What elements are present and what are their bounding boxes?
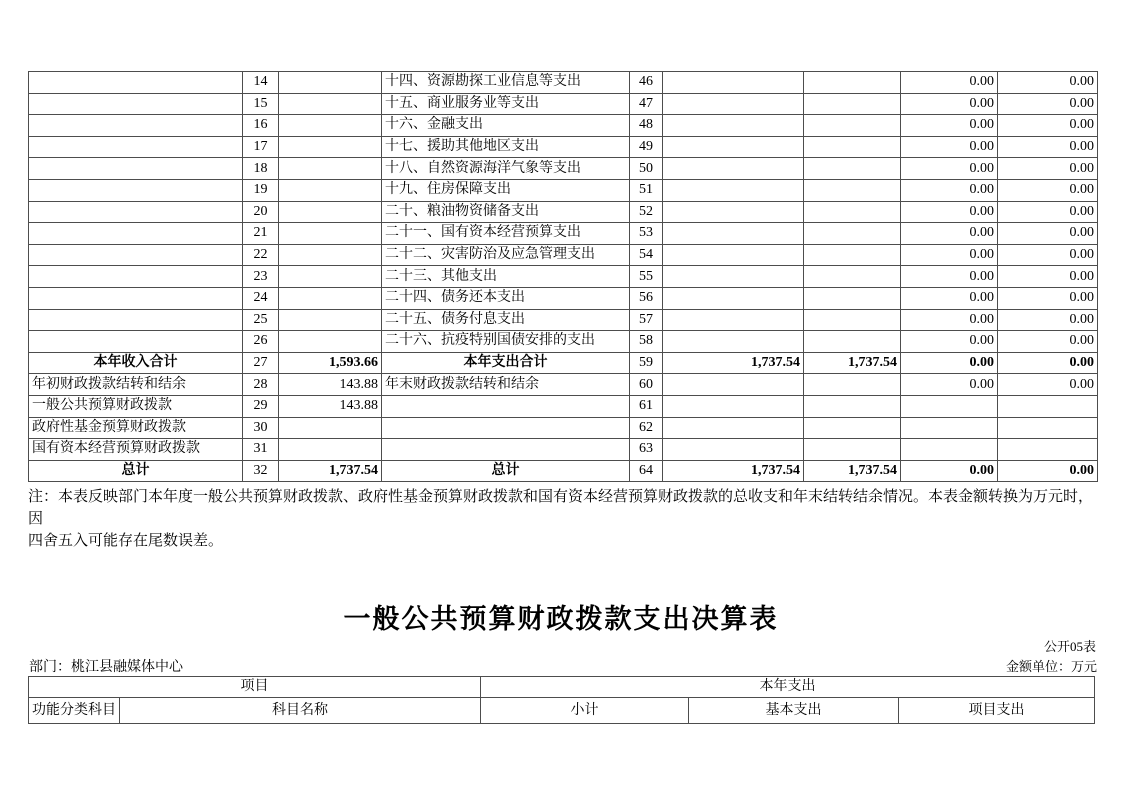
expense-amount-gov-fund: 0.00 [901,244,998,266]
expense-amount-state-capital: 0.00 [998,115,1098,137]
expense-item-label [382,439,630,461]
expense-amount-total [663,287,804,309]
expense-amount-gov-fund: 0.00 [901,115,998,137]
summary-table-row [29,93,1098,115]
expense-item-label: 十八、自然资源海洋气象等支出 [382,158,630,180]
expense-amount-state-capital: 0.00 [998,266,1098,288]
expense-line-number: 48 [630,115,663,137]
expense-line-number: 58 [630,331,663,353]
expense-amount-total [663,179,804,201]
expense-item-label: 十五、商业服务业等支出 [382,93,630,115]
expense-amount-state-capital: 0.00 [998,309,1098,331]
expense-amount-state-capital: 0.00 [998,93,1098,115]
expense-item-label: 十四、资源勘探工业信息等支出 [382,72,630,94]
income-amount [279,223,382,245]
summary-table-row [29,352,1098,374]
expense-amount-general-budget [804,223,901,245]
summary-table-row [29,417,1098,439]
header-basic-expense: 基本支出 [689,698,899,724]
income-item-label [29,223,243,245]
income-line-number: 26 [243,331,279,353]
expense-amount-total: 1,737.54 [663,352,804,374]
expense-amount-total [663,331,804,353]
expense-amount-state-capital: 0.00 [998,352,1098,374]
expense-amount-gov-fund: 0.00 [901,287,998,309]
table-note [28,486,1100,552]
income-line-number: 16 [243,115,279,137]
summary-table-row [29,115,1098,137]
expense-amount-state-capital [998,439,1098,461]
expense-line-number: 51 [630,179,663,201]
expense-amount-general-budget [804,417,901,439]
summary-table-row [29,136,1098,158]
expense-amount-general-budget [804,331,901,353]
income-amount: 143.88 [279,395,382,417]
expense-line-number: 63 [630,439,663,461]
expense-line-number: 64 [630,460,663,482]
income-amount [279,179,382,201]
expense-amount-state-capital: 0.00 [998,136,1098,158]
income-item-label [29,331,243,353]
expense-item-label: 总计 [382,460,630,482]
expense-amount-general-budget [804,72,901,94]
expense-amount-total [663,201,804,223]
expense-amount-general-budget: 1,737.54 [804,352,901,374]
income-item-label [29,244,243,266]
expense-amount-total [663,374,804,396]
summary-table-row [29,179,1098,201]
expense-line-number: 50 [630,158,663,180]
income-amount [279,287,382,309]
expense-line-number: 62 [630,417,663,439]
expense-amount-total [663,93,804,115]
expense-line-number: 61 [630,395,663,417]
expense-line-number: 52 [630,201,663,223]
expense-amount-state-capital: 0.00 [998,72,1098,94]
expense-line-number: 55 [630,266,663,288]
income-line-number: 15 [243,93,279,115]
expenditure-header-row-2 [29,698,1095,724]
expense-amount-general-budget [804,93,901,115]
income-amount [279,158,382,180]
income-item-label: 政府性基金预算财政拨款 [29,417,243,439]
income-amount [279,115,382,137]
summary-table-row [29,331,1098,353]
expense-line-number: 56 [630,287,663,309]
expense-amount-state-capital: 0.00 [998,331,1098,353]
summary-table-row [29,287,1098,309]
expense-amount-state-capital: 0.00 [998,460,1098,482]
summary-table-row [29,72,1098,94]
expense-item-label [382,417,630,439]
expense-amount-total [663,158,804,180]
expense-item-label [382,395,630,417]
expense-amount-general-budget [804,201,901,223]
expense-amount-general-budget [804,439,901,461]
expense-amount-total [663,244,804,266]
expense-amount-gov-fund: 0.00 [901,309,998,331]
summary-table-row [29,374,1098,396]
expenditure-table-header [28,676,1095,724]
expense-amount-total: 1,737.54 [663,460,804,482]
income-amount [279,266,382,288]
income-amount: 1,593.66 [279,352,382,374]
summary-table-row [29,460,1098,482]
expense-amount-gov-fund: 0.00 [901,136,998,158]
income-amount [279,72,382,94]
expense-amount-general-budget [804,158,901,180]
income-amount [279,201,382,223]
income-amount [279,244,382,266]
income-item-label: 年初财政拨款结转和结余 [29,374,243,396]
income-line-number: 23 [243,266,279,288]
income-line-number: 31 [243,439,279,461]
income-line-number: 24 [243,287,279,309]
income-item-label [29,179,243,201]
income-amount: 143.88 [279,374,382,396]
summary-table-row [29,201,1098,223]
income-line-number: 17 [243,136,279,158]
department-label: 部门：桃江县融媒体中心 [29,660,183,675]
expense-amount-gov-fund: 0.00 [901,93,998,115]
income-amount [279,93,382,115]
income-line-number: 32 [243,460,279,482]
expense-amount-general-budget [804,179,901,201]
expense-line-number: 59 [630,352,663,374]
summary-table-row [29,395,1098,417]
expense-item-label: 二十二、灾害防治及应急管理支出 [382,244,630,266]
income-amount: 1,737.54 [279,460,382,482]
note-line-2: 四舍五入可能存在尾数误差。 [28,533,224,549]
expense-amount-general-budget [804,136,901,158]
expense-amount-general-budget [804,309,901,331]
income-amount [279,331,382,353]
budget-summary-table [28,71,1098,482]
header-subject-name: 科目名称 [120,698,481,724]
income-item-label [29,93,243,115]
income-line-number: 29 [243,395,279,417]
table-code-label: 公开05表 [1043,639,1096,654]
expense-amount-gov-fund [901,439,998,461]
expense-amount-state-capital: 0.00 [998,223,1098,245]
expense-amount-state-capital: 0.00 [998,244,1098,266]
expense-amount-general-budget [804,244,901,266]
income-line-number: 20 [243,201,279,223]
expense-item-label: 二十六、抗疫特别国债安排的支出 [382,331,630,353]
unit-label: 金额单位：万元 [1005,659,1097,674]
header-project: 项目 [29,677,481,698]
income-line-number: 27 [243,352,279,374]
income-line-number: 18 [243,158,279,180]
expense-amount-state-capital: 0.00 [998,158,1098,180]
income-line-number: 30 [243,417,279,439]
expense-item-label: 二十四、债务还本支出 [382,287,630,309]
section-title: 一般公共预算财政拨款支出决算表 [343,604,779,634]
expense-line-number: 47 [630,93,663,115]
income-item-label: 国有资本经营预算财政拨款 [29,439,243,461]
expense-amount-general-budget [804,287,901,309]
income-amount [279,417,382,439]
expense-item-label: 十九、住房保障支出 [382,179,630,201]
expense-amount-total [663,115,804,137]
income-item-label [29,266,243,288]
expense-amount-general-budget [804,395,901,417]
income-item-label [29,115,243,137]
expense-amount-state-capital [998,395,1098,417]
expense-line-number: 57 [630,309,663,331]
expense-line-number: 54 [630,244,663,266]
expense-line-number: 49 [630,136,663,158]
summary-table-row [29,158,1098,180]
header-project-expense: 项目支出 [899,698,1095,724]
expense-item-label: 二十三、其他支出 [382,266,630,288]
expense-amount-state-capital [998,417,1098,439]
income-item-label [29,287,243,309]
expense-item-label: 十六、金融支出 [382,115,630,137]
expense-amount-total [663,266,804,288]
expense-line-number: 53 [630,223,663,245]
income-line-number: 14 [243,72,279,94]
income-item-label: 一般公共预算财政拨款 [29,395,243,417]
income-item-label [29,158,243,180]
expense-amount-state-capital: 0.00 [998,179,1098,201]
summary-table-row [29,266,1098,288]
expense-amount-gov-fund: 0.00 [901,460,998,482]
income-amount [279,439,382,461]
income-amount [279,136,382,158]
expense-amount-gov-fund: 0.00 [901,223,998,245]
expense-amount-total [663,439,804,461]
income-item-label: 总计 [29,460,243,482]
expense-amount-general-budget: 1,737.54 [804,460,901,482]
expense-amount-total [663,417,804,439]
expense-amount-gov-fund: 0.00 [901,266,998,288]
expense-amount-general-budget [804,266,901,288]
income-line-number: 22 [243,244,279,266]
expense-amount-total [663,309,804,331]
expense-item-label: 二十一、国有资本经营预算支出 [382,223,630,245]
note-line-1: 注：本表反映部门本年度一般公共预算财政拨款、政府性基金预算财政拨款和国有资本经营预算财政拨款的总收支和年末结转结余情况。本表金额转换为万元时，因 [28,489,1094,527]
income-item-label [29,201,243,223]
expense-amount-gov-fund: 0.00 [901,374,998,396]
summary-table-row [29,244,1098,266]
income-item-label [29,72,243,94]
income-item-label [29,136,243,158]
header-current-year-expense: 本年支出 [481,677,1095,698]
expense-amount-gov-fund: 0.00 [901,201,998,223]
income-item-label [29,309,243,331]
expense-item-label: 十七、援助其他地区支出 [382,136,630,158]
expense-item-label: 二十五、债务付息支出 [382,309,630,331]
header-subtotal: 小计 [481,698,689,724]
income-line-number: 19 [243,179,279,201]
expense-amount-general-budget [804,374,901,396]
expense-amount-state-capital: 0.00 [998,374,1098,396]
expense-amount-gov-fund: 0.00 [901,352,998,374]
expense-amount-gov-fund: 0.00 [901,158,998,180]
expenditure-header-row-1 [29,677,1095,698]
expense-line-number: 60 [630,374,663,396]
expense-amount-gov-fund [901,417,998,439]
income-line-number: 25 [243,309,279,331]
expense-amount-state-capital: 0.00 [998,201,1098,223]
income-item-label: 本年收入合计 [29,352,243,374]
summary-table-row [29,439,1098,461]
income-amount [279,309,382,331]
expense-amount-total [663,223,804,245]
expense-amount-gov-fund [901,395,998,417]
expense-amount-total [663,72,804,94]
summary-table-row [29,309,1098,331]
expense-amount-gov-fund: 0.00 [901,72,998,94]
expense-amount-gov-fund: 0.00 [901,179,998,201]
income-line-number: 21 [243,223,279,245]
expense-amount-total [663,136,804,158]
expense-amount-general-budget [804,115,901,137]
expense-amount-gov-fund: 0.00 [901,331,998,353]
expense-item-label: 年末财政拨款结转和结余 [382,374,630,396]
header-functional-classification: 功能分类科目 [29,698,120,724]
income-line-number: 28 [243,374,279,396]
expense-line-number: 46 [630,72,663,94]
expense-amount-total [663,395,804,417]
expense-item-label: 本年支出合计 [382,352,630,374]
expense-item-label: 二十、粮油物资储备支出 [382,201,630,223]
summary-table-row [29,223,1098,245]
expense-amount-state-capital: 0.00 [998,287,1098,309]
